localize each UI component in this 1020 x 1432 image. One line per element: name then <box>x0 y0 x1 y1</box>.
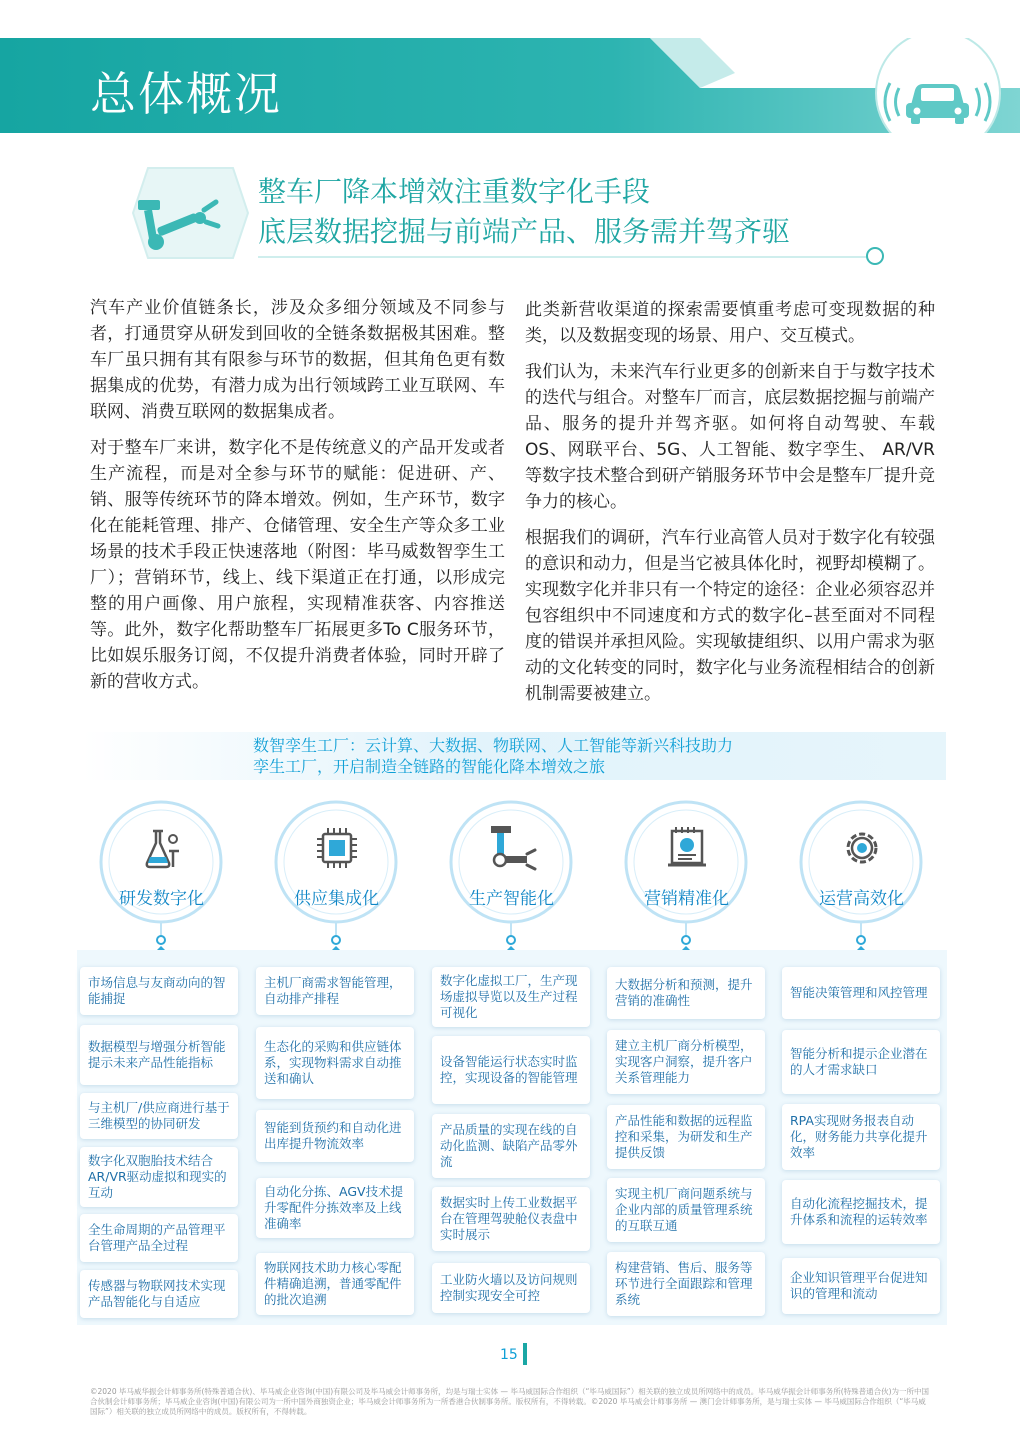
list-item: 大数据分析和预测，提升营销的准确性 <box>607 967 765 1019</box>
list-item: 物联网技术助力核心零配件精确追溯，普通零配件的批次追溯 <box>256 1253 414 1315</box>
figure-items-panel <box>77 950 947 1325</box>
chip-icon <box>314 825 360 871</box>
category-row <box>82 800 946 950</box>
heading-dot <box>866 247 884 265</box>
analytics-report-icon <box>664 825 710 871</box>
list-item: 智能到货预约和自动化进出库提升物流效率 <box>256 1110 414 1162</box>
category-label: 研发数字化 <box>119 889 204 909</box>
list-item: 主机厂商需求智能管理，自动排产排程 <box>256 967 414 1015</box>
gear-icon <box>839 825 885 871</box>
footer-legal-text: ©2020 毕马威华振会计师事务所(特殊普通合伙)、毕马威企业咨询(中国)有限公司及毕马威会计师事务所，均是与瑞士实体 — 毕马威国际合作组织（“毕马威国际”）相关联的独立成员所网络中的成员。毕马威华振会计师事务所(特殊普通合伙)为一所中国合伙制会计师事务所；毕马威企业咨询(中国)有限公司为一所中国外商独资企业；毕马威会计师事务所为一所香港合伙制事务所。版权所有，不得转载。©2020 毕马威会计师事务所 — 澳门会计师事务所，是与瑞士实体 — 毕马威国际合作组织（“毕马威国际”）相关联的独立成员所网络中的成员。版权所有，不得转载。 <box>90 1387 930 1416</box>
paragraph: 根据我们的调研，汽车行业高管人员对于数字化有较强的意识和动力，但是当它被具体化时，视野却模糊了。实现数字化并非只有一个特定的途径：企业必须容忍并包容组织中不同速度和方式的数字化–甚至面对不同程度的错误并承担风险。实现敏捷组织、以用户需求为驱动的文化转变的同时，数字化与业务流程相结合的创新机制需要被建立。 <box>525 528 935 704</box>
list-item: 自动化流程挖掘技术，提升体系和流程的运转效率 <box>782 1180 940 1244</box>
category-label: 运营高效化 <box>819 889 904 909</box>
list-item: 智能决策管理和风控管理 <box>782 967 940 1019</box>
list-item: 产品质量的实现在线的自动化监测、缺陷产品零外流 <box>432 1114 590 1178</box>
lab-flask-icon <box>139 825 185 871</box>
paragraph: 汽车产业价值链条长，涉及众多细分领域及不同参与者，打通贯穿从研发到回收的全链条数据极其困难。整车厂虽只拥有其有限参与环节的数据，但其角色更有数据集成的优势，有潜力成为出行领域跨工业互联网、车联网、消费互联网的数据集成者。 <box>90 298 505 422</box>
list-item: 建立主机厂商分析模型，实现客户洞察，提升客户关系管理能力 <box>607 1030 765 1094</box>
list-item: 传感器与物联网技术实现产品智能化与自适应 <box>80 1270 238 1318</box>
list-item: 数字化双胞胎技术结合AR/VR驱动虚拟和现实的互动 <box>80 1147 238 1207</box>
list-item: 数字化虚拟工厂，生产现场虚拟导览以及生产过程可视化 <box>432 967 590 1027</box>
list-item: RPA实现财务报表自动化，财务能力共享化提升效率 <box>782 1104 940 1170</box>
list-item: 数据实时上传工业数据平台在管理驾驶舱仪表盘中实时展示 <box>432 1187 590 1251</box>
list-item: 生态化的采购和供应链体系，实现物料需求自动推送和确认 <box>256 1027 414 1099</box>
list-item: 智能分析和提示企业潜在的人才需求缺口 <box>782 1030 940 1094</box>
page-title: 总体概况 <box>90 67 282 121</box>
list-item: 实现主机厂商问题系统与企业内部的质量管理系统的互联互通 <box>607 1178 765 1242</box>
section-heading-line1: 整车厂降本增效注重数字化手段 <box>258 175 651 208</box>
category-marketing <box>624 800 749 925</box>
robot-arm-icon <box>108 158 258 268</box>
section-heading-line2: 底层数据挖掘与前端产品、服务需并驾齐驱 <box>258 215 791 248</box>
car-wireless-icon <box>875 60 1000 130</box>
list-item: 自动化分拣、AGV技术提升零配件分拣效率及上线准确率 <box>256 1178 414 1238</box>
paragraph: 对于整车厂来讲，数字化不是传统意义的产品开发或者生产流程，而是对全参与环节的赋能：促进研、产、销、服等传统环节的降本增效。例如，生产环节，数字化在能耗管理、排产、仓储管理、安全生产等众多工业场景的技术手段正快速落地（附图：毕马威数智孪生工厂）；营销环节，线上、线下渠道正在打通，以形成完整的用户画像、用户旅程，实现精准获客、内容推送等。此外，数字化帮助整车厂拓展更多To C服务环节，比如娱乐服务订阅，不仅提升消费者体验，同时开辟了新的营收方式。 <box>90 438 505 692</box>
list-item: 构建营销、售后、服务等环节进行全面跟踪和管理系统 <box>607 1252 765 1316</box>
category-supply <box>274 800 399 925</box>
list-item: 产品性能和数据的远程监控和采集，为研发和生产提供反馈 <box>607 1105 765 1169</box>
paragraph: 此类新营收渠道的探索需要慎重考虑可变现数据的种类，以及数据变现的场景、用户、交互模式。 <box>525 300 935 346</box>
list-item: 数据模型与增强分析智能提示未来产品性能指标 <box>80 1025 238 1085</box>
list-item: 市场信息与友商动向的智能捕捉 <box>80 967 238 1015</box>
heading-underline <box>258 256 868 258</box>
category-label: 营销精准化 <box>644 889 729 909</box>
paragraph: 我们认为，未来汽车行业更多的创新来自于与数字技术的迭代与组合。对整车厂而言，底层数据挖掘与前端产品、服务的提升并驾齐驱。如何将自动驾驶、车载OS、网联平台、5G、人工智能、数字孪生、 AR/VR等数字技术整合到研产销服务环节中会是整车厂提升竞争力的核心。 <box>525 362 935 512</box>
category-label: 供应集成化 <box>294 889 379 909</box>
category-rd <box>99 800 224 925</box>
list-item: 设备智能运行状态实时监控，实现设备的智能管理 <box>432 1036 590 1104</box>
figure-caption <box>253 735 893 777</box>
category-operations <box>799 800 924 925</box>
list-item: 全生命周期的产品管理平台管理产品全过程 <box>80 1214 238 1262</box>
robot-arm-icon <box>485 822 539 872</box>
list-item: 与主机厂/供应商进行基于三维模型的协同研发 <box>80 1093 238 1139</box>
body-right-column <box>525 297 935 717</box>
page-number: 15 <box>500 1347 518 1363</box>
body-left-column <box>90 295 505 705</box>
category-production <box>449 800 574 925</box>
category-label: 生产智能化 <box>469 889 554 909</box>
section-heading <box>258 172 790 252</box>
figure-caption-line2: 孪生工厂，开启制造全链路的智能化降本增效之旅 <box>253 757 606 776</box>
figure-caption-line1: 数智孪生工厂：云计算、大数据、物联网、人工智能等新兴科技助力 <box>253 736 734 755</box>
page-number-marker <box>523 1343 527 1365</box>
list-item: 工业防火墙以及访问规则控制实现安全可控 <box>432 1263 590 1313</box>
list-item: 企业知识管理平台促进知识的管理和流动 <box>782 1258 940 1314</box>
